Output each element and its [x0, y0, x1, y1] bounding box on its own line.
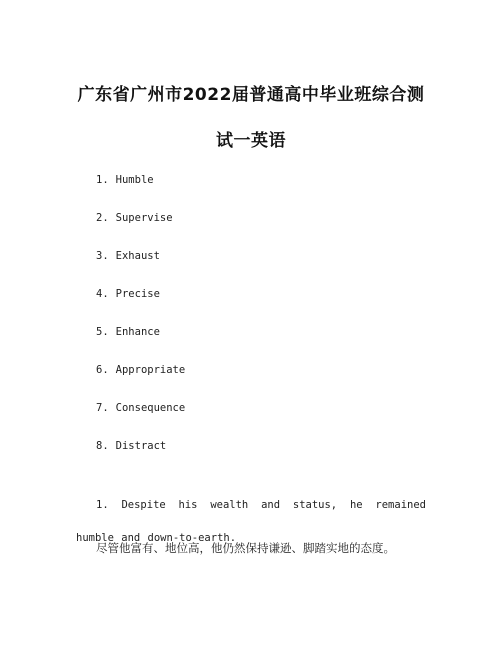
vocabulary-item [96, 287, 185, 325]
vocabulary-item [96, 249, 185, 287]
item-number: 7. [96, 402, 109, 414]
vocabulary-word: Humble [115, 174, 154, 186]
vocabulary-item [96, 173, 185, 211]
item-number: 2. [96, 212, 109, 224]
vocabulary-item [96, 439, 185, 477]
vocabulary-word: Consequence [115, 402, 186, 414]
vocabulary-word: Supervise [115, 212, 173, 224]
vocabulary-item [96, 363, 185, 401]
vocabulary-item [96, 401, 185, 439]
vocabulary-word: Distract [115, 440, 167, 452]
vocabulary-word: Precise [115, 288, 160, 300]
vocabulary-item [96, 325, 185, 363]
item-number: 3. [96, 250, 109, 262]
item-number: 4. [96, 288, 109, 300]
document-title-line-2: 试一英语 [216, 131, 286, 151]
example-sentence: 1. Despite his wealth and status, he remained humble and down-to-earth. [76, 498, 426, 544]
vocabulary-word: Exhaust [115, 250, 160, 262]
vocabulary-word: Enhance [115, 326, 160, 338]
vocabulary-list [96, 173, 185, 477]
item-number: 5. [96, 326, 109, 338]
item-number: 1. [96, 174, 109, 186]
sentence-translation: 尽管他富有、地位高，他仍然保持谦逊、脚踏实地的态度。 [96, 541, 395, 555]
item-number: 6. [96, 364, 109, 376]
document-title-line-1: 广东省广州市2022届普通高中毕业班综合测 [77, 85, 425, 105]
item-number: 8. [96, 440, 109, 452]
vocabulary-word: Appropriate [115, 364, 186, 376]
vocabulary-item [96, 211, 185, 249]
